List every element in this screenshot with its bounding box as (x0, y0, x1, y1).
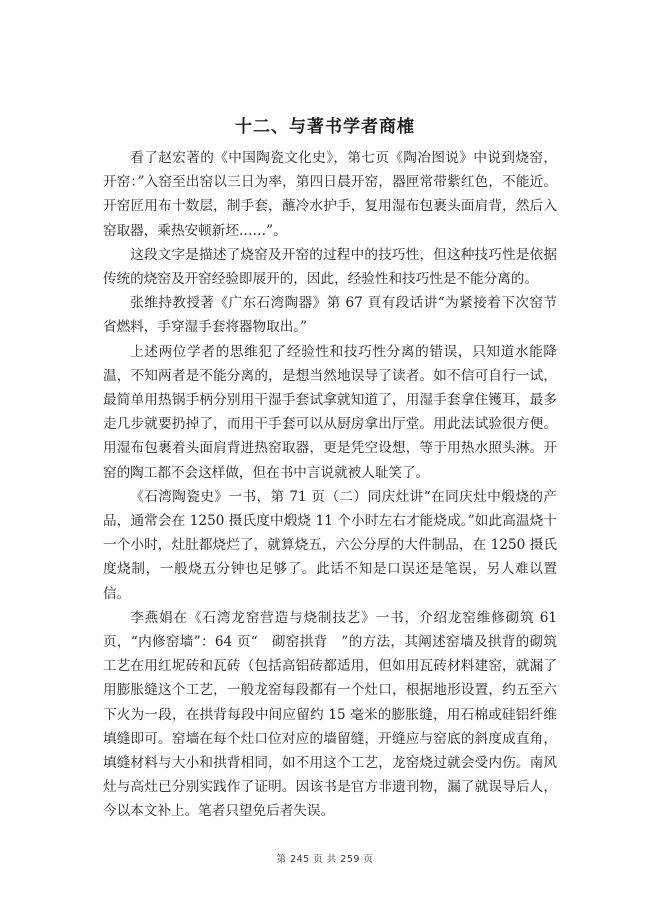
footer-middle: 页 共 (313, 854, 337, 865)
footer-prefix: 第 (276, 854, 287, 865)
footer-current-page: 245 (290, 854, 310, 865)
paragraph-5: 《石湾陶瓷史》一书，第 71 页（二）同庆灶讲“在同庆灶中煅烧的产品，通常会在 1250 摄氏度中煅烧 11 个小时左右才能烧成。”如此高温烧十一个小时，灶肚都烧烂了，就算烧五，六公分厚的大件制品，在 1250 摄氏度烧制，一般烧五分钟也足够了。此话不知是口误还是笔误，另人难以置信。 (103, 488, 557, 602)
paragraph-6: 李燕娟在《石湾龙窑营造与烧制技艺》一书，介绍龙窑维修砌筑 61 页，“内修窑墙”：64 页“ 砌窑拱背 ”的方法，其阐述窑墙及拱背的砌筑工艺在用红坭砖和瓦砖（包括高铝砖都适用，但如用瓦砖材料建窑，就漏了用膨胀缝这个工艺，一般龙窑每段都有一个灶口，根据地形设置，约五至六下火为一段，在拱背每段中间应留约 15 毫米的膨胀缝，用石棉或硅铝纤维填缝即可。窑墙在每个灶口位对应的墙留缝，开缝应与窑底的斜度成直角，填缝材料与大小和拱背相同，如不用这个工艺，龙窑烧过就会受内伤。南风灶与高灶已分别实践作了证明。因该书是官方非遗刊物，漏了就误导后人，今以本文补上。笔者只望免后者失误。 (103, 609, 557, 820)
body-text (103, 146, 557, 824)
footer-total-pages: 259 (340, 854, 360, 865)
page-footer (0, 851, 650, 865)
section-title: 十二、与著书学者商榷 (235, 117, 415, 137)
paragraph-4: 上述两位学者的思维犯了经验性和技巧性分离的错误，只知道水能降温，不知两者是不能分离的，是想当然地误导了读者。如不信可自行一试，最简单用热锅手柄分别用干湿手套试拿就知道了，用湿手套拿住镬耳，最多走几步就要扔掉了，而用干手套可以从厨房拿出厅堂。用此法试验很方便。用湿布包裹着头面肩背进热窑取器，更是凭空设想，等于用热水照头淋。开窑的陶工都不会这样做，但在书中言说就被人耻笑了。 (103, 343, 557, 481)
paragraph-1: 看了赵宏著的《中国陶瓷文化史》，第七页《陶冶图说》中说到烧窑，开窑：”入窑至出窑以三日为率，第四日晨开窑，器匣常带紫红色，不能近。开窑匠用布十数层，制手套，蘸冷水护手，复用湿布包裹头面肩背，然后入窑取器，乘热安顿新坯……”。 (103, 150, 557, 239)
paragraph-2: 这段文字是描述了烧窑及开窑的过程中的技巧性，但这种技巧性是依据传统的烧窑及开窑经验即展开的，因此，经验性和技巧性是不能分离的。 (103, 246, 557, 288)
footer-suffix: 页 (363, 854, 374, 865)
paragraph-3: 张维持教授著《广东石湾陶器》第 67 頁有段话讲“为紧接着下次窑节省燃料，手穿湿手套将器物取出。” (103, 295, 557, 336)
